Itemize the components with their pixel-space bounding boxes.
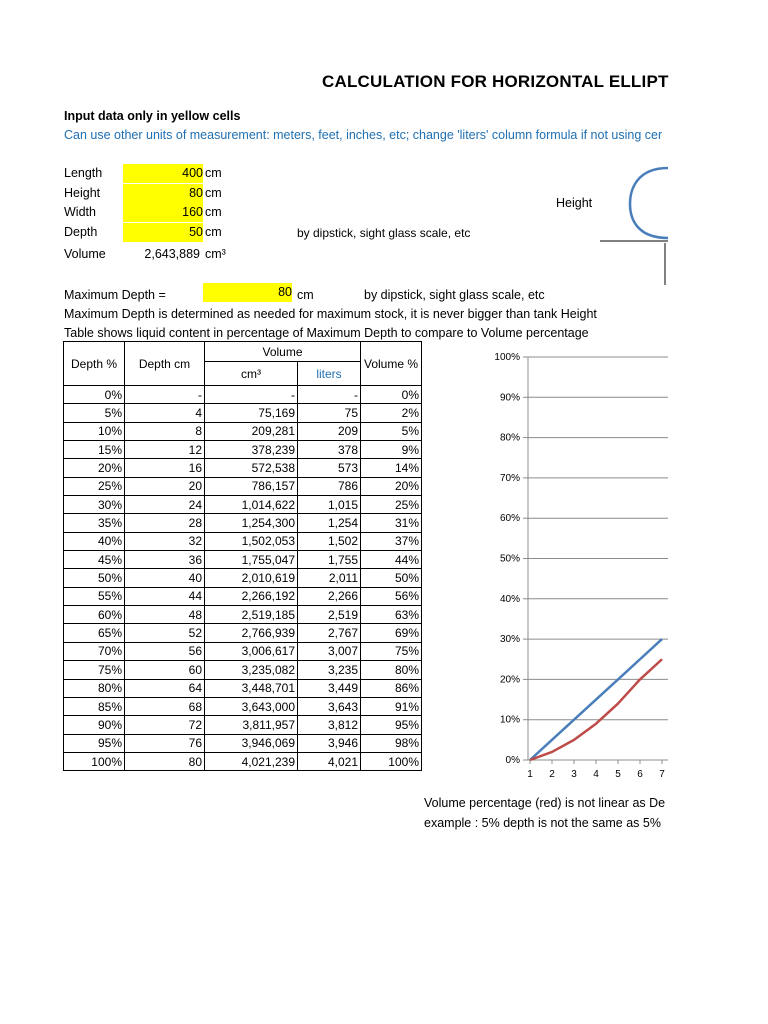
cell-depth-cm: 60 <box>125 661 205 679</box>
x-tick-label: 6 <box>637 769 643 780</box>
cell-volume-cm3: 3,811,957 <box>205 716 298 734</box>
header-liters: liters <box>298 362 361 386</box>
cell-volume-cm3: 1,014,622 <box>205 496 298 514</box>
cell-volume-liters: 1,254 <box>298 514 361 532</box>
table-row <box>64 752 422 770</box>
y-tick-label: 90% <box>499 392 520 404</box>
y-tick-label: 80% <box>499 432 520 444</box>
x-tick-label: 1 <box>527 769 533 780</box>
height-unit: cm <box>205 186 222 200</box>
cell-volume-liters: 2,266 <box>298 587 361 605</box>
cell-depth-pct: 45% <box>64 551 125 569</box>
max-depth-unit: cm <box>297 288 314 302</box>
height-input[interactable]: 80 <box>123 184 203 203</box>
width-input[interactable]: 160 <box>123 203 203 222</box>
depth-volume-table <box>63 341 422 771</box>
cell-depth-pct: 0% <box>64 386 125 404</box>
x-tick-label: 4 <box>593 769 599 780</box>
table-row <box>64 551 422 569</box>
cell-volume-pct: 25% <box>361 496 422 514</box>
table-row <box>64 496 422 514</box>
tank-diagram <box>600 160 668 290</box>
cell-volume-pct: 86% <box>361 679 422 697</box>
cell-volume-cm3: 209,281 <box>205 422 298 440</box>
cell-volume-pct: 37% <box>361 532 422 550</box>
length-input[interactable]: 400 <box>123 164 203 183</box>
y-tick-label: 20% <box>499 674 520 686</box>
cell-volume-cm3: 2,010,619 <box>205 569 298 587</box>
cell-volume-pct: 63% <box>361 606 422 624</box>
table-row <box>64 679 422 697</box>
cell-depth-pct: 40% <box>64 532 125 550</box>
table-row <box>64 661 422 679</box>
cell-volume-pct: 14% <box>361 459 422 477</box>
cell-volume-pct: 5% <box>361 422 422 440</box>
cell-volume-pct: 56% <box>361 587 422 605</box>
cell-volume-liters: 378 <box>298 441 361 459</box>
cell-volume-pct: 95% <box>361 716 422 734</box>
y-tick-label: 70% <box>499 472 520 484</box>
cell-volume-liters: 2,767 <box>298 624 361 642</box>
x-tick-label: 2 <box>549 769 555 780</box>
cell-volume-cm3: 1,755,047 <box>205 551 298 569</box>
cell-depth-pct: 60% <box>64 606 125 624</box>
cell-volume-pct: 20% <box>361 477 422 495</box>
cell-volume-liters: 573 <box>298 459 361 477</box>
chart-note-1: Volume percentage (red) is not linear as De <box>424 796 666 810</box>
cell-depth-pct: 10% <box>64 422 125 440</box>
table-row <box>64 441 422 459</box>
header-cm3: cm³ <box>205 362 298 386</box>
tank-ellipse-arc <box>630 168 668 238</box>
cell-volume-pct: 31% <box>361 514 422 532</box>
max-depth-note: by dipstick, sight glass scale, etc <box>364 288 545 302</box>
cell-depth-pct: 35% <box>64 514 125 532</box>
cell-depth-cm: 52 <box>125 624 205 642</box>
table-row <box>64 477 422 495</box>
cell-volume-liters: 209 <box>298 422 361 440</box>
table-row <box>64 587 422 605</box>
cell-volume-cm3: 3,235,082 <box>205 661 298 679</box>
cell-volume-liters: 1,755 <box>298 551 361 569</box>
cell-volume-liters: 3,007 <box>298 642 361 660</box>
cell-depth-pct: 80% <box>64 679 125 697</box>
cell-volume-pct: 50% <box>361 569 422 587</box>
cell-depth-cm: 12 <box>125 441 205 459</box>
cell-depth-cm: 48 <box>125 606 205 624</box>
cell-depth-cm: 80 <box>125 752 205 770</box>
table-row <box>64 716 422 734</box>
max-depth-label: Maximum Depth = <box>64 288 166 302</box>
y-tick-label: 30% <box>499 634 520 646</box>
table-row <box>64 514 422 532</box>
chart-note-2: example : 5% depth is not the same as 5% <box>424 816 661 830</box>
cell-volume-liters: 2,519 <box>298 606 361 624</box>
table-row <box>64 642 422 660</box>
cell-volume-liters: 3,643 <box>298 697 361 715</box>
header-volume-pct: Volume % <box>361 342 422 386</box>
cell-volume-cm3: 3,946,069 <box>205 734 298 752</box>
page-title: CALCULATION FOR HORIZONTAL ELLIPT <box>322 72 669 91</box>
cell-volume-cm3: 4,021,239 <box>205 752 298 770</box>
cell-volume-pct: 44% <box>361 551 422 569</box>
cell-depth-pct: 25% <box>64 477 125 495</box>
cell-depth-cm: - <box>125 386 205 404</box>
cell-depth-cm: 24 <box>125 496 205 514</box>
table-row <box>64 734 422 752</box>
depth-input[interactable]: 50 <box>123 223 203 242</box>
table-row <box>64 532 422 550</box>
cell-depth-cm: 44 <box>125 587 205 605</box>
cell-volume-pct: 0% <box>361 386 422 404</box>
table-row <box>64 459 422 477</box>
cell-volume-liters: 3,946 <box>298 734 361 752</box>
cell-depth-cm: 32 <box>125 532 205 550</box>
cell-depth-cm: 68 <box>125 697 205 715</box>
table-row <box>64 404 422 422</box>
cell-depth-cm: 8 <box>125 422 205 440</box>
width-unit: cm <box>205 205 222 219</box>
cell-depth-pct: 20% <box>64 459 125 477</box>
cell-volume-cm3: 786,157 <box>205 477 298 495</box>
header-volume: Volume <box>205 342 361 362</box>
cell-volume-liters: 75 <box>298 404 361 422</box>
instruction-text: Input data only in yellow cells <box>64 109 241 123</box>
cell-depth-cm: 72 <box>125 716 205 734</box>
length-unit: cm <box>205 166 222 180</box>
y-tick-label: 100% <box>494 352 520 363</box>
cell-volume-pct: 100% <box>361 752 422 770</box>
cell-volume-cm3: 572,538 <box>205 459 298 477</box>
volume-label: Volume <box>64 247 106 261</box>
cell-depth-pct: 15% <box>64 441 125 459</box>
cell-depth-cm: 40 <box>125 569 205 587</box>
cell-volume-cm3: 2,266,192 <box>205 587 298 605</box>
max-depth-input[interactable]: 80 <box>203 283 292 302</box>
table-row <box>64 606 422 624</box>
table-row <box>64 386 422 404</box>
cell-depth-cm: 56 <box>125 642 205 660</box>
cell-depth-pct: 90% <box>64 716 125 734</box>
cell-depth-pct: 30% <box>64 496 125 514</box>
cell-volume-liters: 1,015 <box>298 496 361 514</box>
height-label: Height <box>64 186 101 200</box>
cell-volume-liters: 3,235 <box>298 661 361 679</box>
cell-depth-cm: 20 <box>125 477 205 495</box>
cell-depth-pct: 100% <box>64 752 125 770</box>
y-tick-label: 60% <box>499 513 520 525</box>
cell-volume-cm3: 2,766,939 <box>205 624 298 642</box>
cell-depth-cm: 4 <box>125 404 205 422</box>
cell-volume-pct: 91% <box>361 697 422 715</box>
max-depth-note-2: Table shows liquid content in percentage of Maximum Depth to compare to Volume percentage <box>64 326 589 340</box>
header-depth-cm: Depth cm <box>125 342 205 386</box>
cell-volume-pct: 9% <box>361 441 422 459</box>
cell-volume-liters: 1,502 <box>298 532 361 550</box>
cell-depth-pct: 75% <box>64 661 125 679</box>
cell-volume-cm3: 1,502,053 <box>205 532 298 550</box>
cell-volume-liters: - <box>298 386 361 404</box>
width-label: Width <box>64 205 96 219</box>
cell-depth-pct: 65% <box>64 624 125 642</box>
cell-depth-cm: 36 <box>125 551 205 569</box>
volume-value: 2,643,889 <box>144 247 200 261</box>
cell-volume-liters: 3,449 <box>298 679 361 697</box>
series-line-depth <box>530 639 662 760</box>
length-label: Length <box>64 166 103 180</box>
units-note: Can use other units of measurement: meters, feet, inches, etc; change 'liters' column formula if not using cer <box>64 128 663 142</box>
y-tick-label: 0% <box>505 755 520 766</box>
cell-depth-cm: 16 <box>125 459 205 477</box>
cell-volume-cm3: - <box>205 386 298 404</box>
cell-volume-cm3: 378,239 <box>205 441 298 459</box>
table-row <box>64 569 422 587</box>
cell-volume-liters: 4,021 <box>298 752 361 770</box>
x-tick-label: 5 <box>615 769 621 780</box>
x-tick-label: 3 <box>571 769 577 780</box>
cell-depth-pct: 70% <box>64 642 125 660</box>
table-row <box>64 624 422 642</box>
cell-depth-pct: 55% <box>64 587 125 605</box>
cell-volume-pct: 80% <box>361 661 422 679</box>
cell-volume-pct: 2% <box>361 404 422 422</box>
cell-volume-cm3: 3,006,617 <box>205 642 298 660</box>
cell-depth-pct: 50% <box>64 569 125 587</box>
cell-volume-cm3: 3,448,701 <box>205 679 298 697</box>
depth-unit: cm <box>205 225 222 239</box>
cell-volume-liters: 2,011 <box>298 569 361 587</box>
cell-depth-pct: 85% <box>64 697 125 715</box>
table-row <box>64 697 422 715</box>
cell-volume-cm3: 75,169 <box>205 404 298 422</box>
volume-depth-chart <box>460 345 668 785</box>
diagram-height-label: Height <box>556 196 593 210</box>
cell-volume-cm3: 2,519,185 <box>205 606 298 624</box>
table-row <box>64 422 422 440</box>
cell-depth-cm: 28 <box>125 514 205 532</box>
cell-volume-liters: 3,812 <box>298 716 361 734</box>
max-depth-note-1: Maximum Depth is determined as needed for maximum stock, it is never bigger than tank Height <box>64 307 597 321</box>
cell-volume-pct: 75% <box>361 642 422 660</box>
depth-note: by dipstick, sight glass scale, etc <box>297 226 471 240</box>
depth-label: Depth <box>64 225 98 239</box>
cell-volume-pct: 69% <box>361 624 422 642</box>
cell-volume-liters: 786 <box>298 477 361 495</box>
header-depth-pct: Depth % <box>64 342 125 386</box>
cell-depth-pct: 5% <box>64 404 125 422</box>
cell-volume-cm3: 3,643,000 <box>205 697 298 715</box>
y-tick-label: 40% <box>499 593 520 605</box>
cell-depth-cm: 76 <box>125 734 205 752</box>
cell-volume-cm3: 1,254,300 <box>205 514 298 532</box>
series-line-volume <box>530 659 662 760</box>
cell-depth-cm: 64 <box>125 679 205 697</box>
cell-depth-pct: 95% <box>64 734 125 752</box>
x-tick-label: 7 <box>659 769 665 780</box>
y-tick-label: 10% <box>499 714 520 726</box>
volume-unit: cm³ <box>205 247 226 261</box>
y-tick-label: 50% <box>499 553 520 565</box>
cell-volume-pct: 98% <box>361 734 422 752</box>
